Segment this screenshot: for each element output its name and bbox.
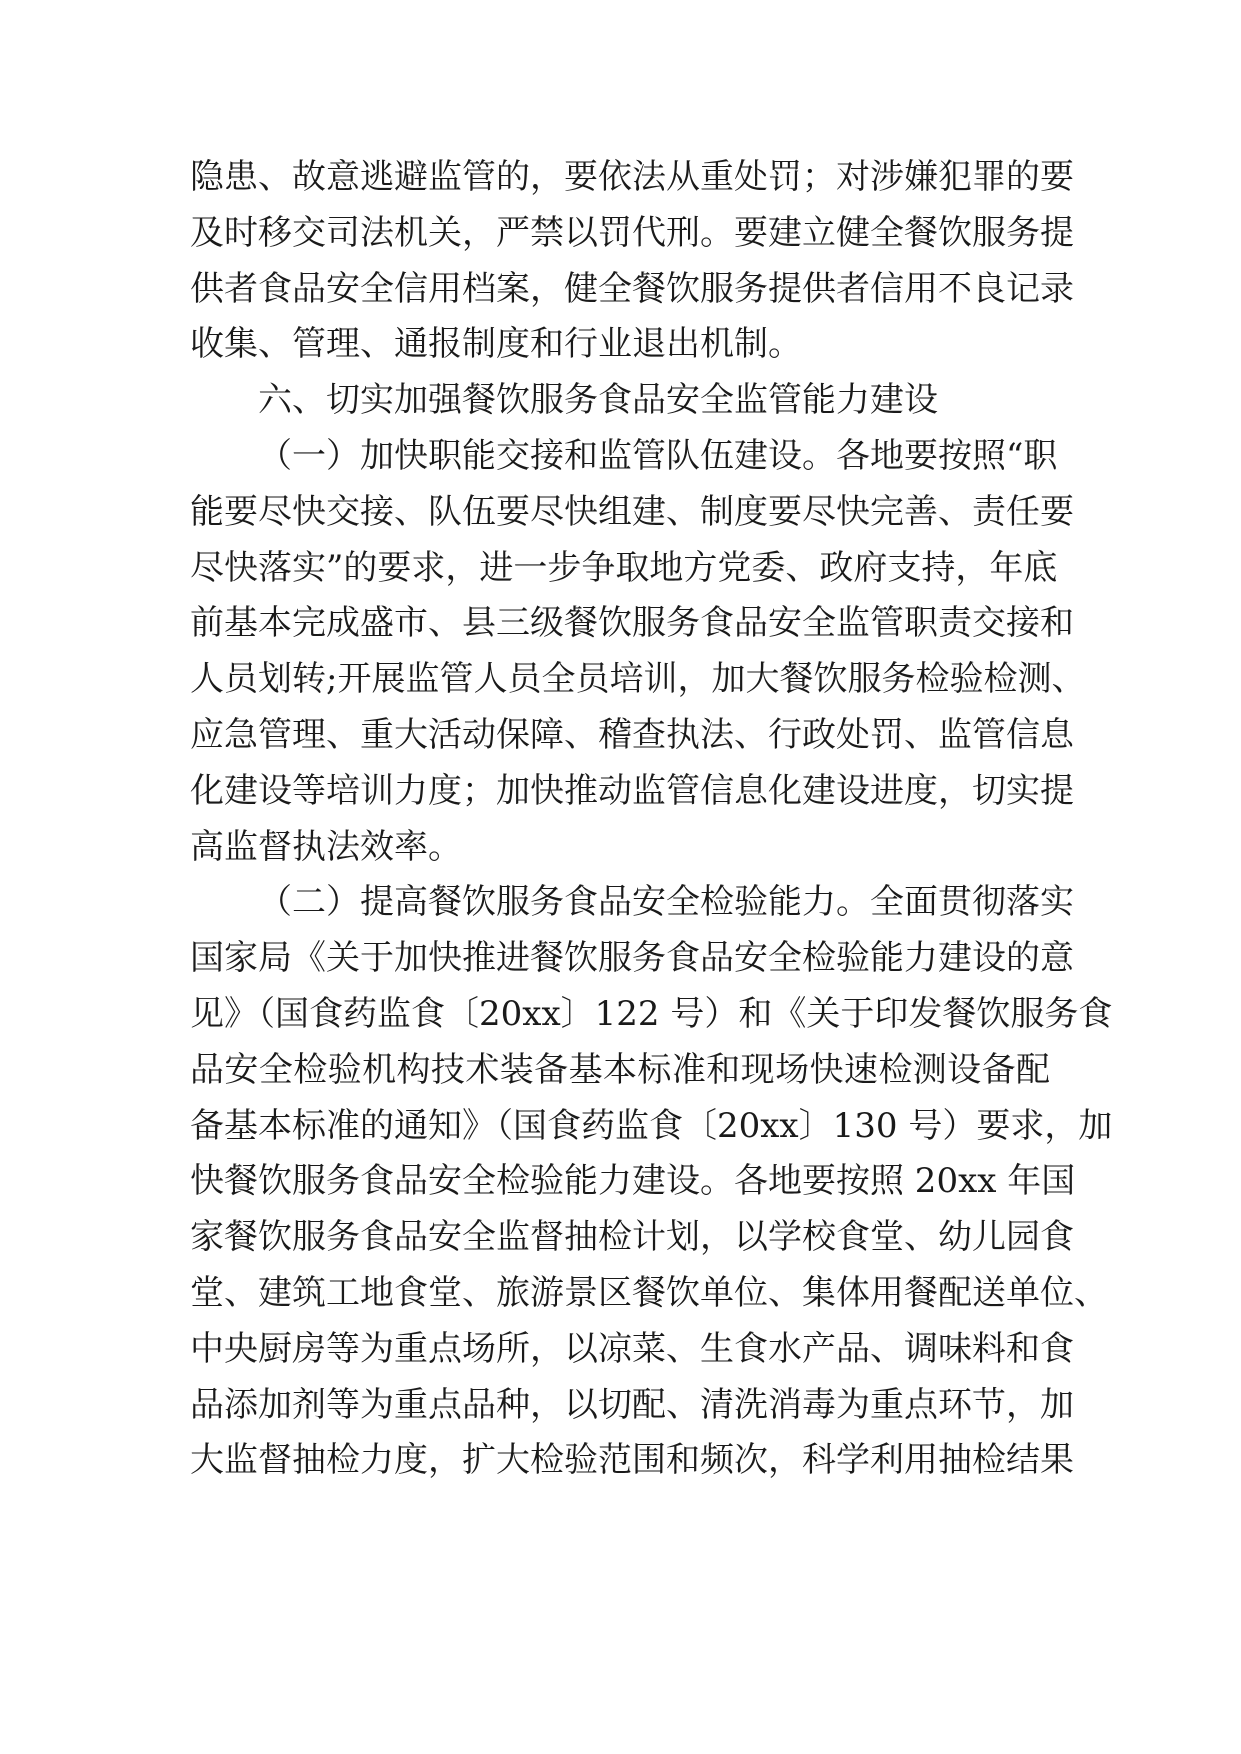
text-line: 堂、建筑工地食堂、旅游景区餐饮单位、集体用餐配送单位、 bbox=[190, 1272, 1108, 1313]
text-line: 快餐饮服务食品安全检验能力建设。各地要按照 20xx 年国 bbox=[190, 1161, 1076, 1202]
text-line: 备基本标准的通知》（国食药监食〔20xx〕130 号）要求，加 bbox=[190, 1105, 1113, 1146]
document-page bbox=[190, 150, 1113, 1489]
text-line: 化建设等培训力度；加快推动监管信息化建设进度，切实提 bbox=[190, 770, 1074, 811]
text-line: 及时移交司法机关，严禁以罚代刑。要建立健全餐饮服务提 bbox=[190, 212, 1074, 253]
text-line: 隐患、故意逃避监管的，要依法从重处罚；对涉嫌犯罪的要 bbox=[190, 157, 1074, 197]
text-line: 中央厨房等为重点场所，以凉菜、生食水产品、调味料和食 bbox=[190, 1328, 1074, 1369]
text-line: 大监督抽检力度，扩大检验范围和频次，科学利用抽检结果 bbox=[190, 1440, 1074, 1481]
text-line: 尽快落实”的要求，进一步争取地方党委、政府支持，年底 bbox=[190, 547, 1058, 588]
subsection-heading-line: （一）加快职能交接和监管队伍建设。各地要按照“职 bbox=[258, 435, 1058, 476]
text-line: 见》（国食药监食〔20xx〕122 号）和《关于印发餐饮服务食 bbox=[190, 993, 1113, 1034]
text-line: 收集、管理、通报制度和行业退出机制。 bbox=[190, 324, 802, 365]
text-line: 家餐饮服务食品安全监督抽检计划，以学校食堂、幼儿园食 bbox=[190, 1217, 1074, 1258]
text-line: 高监督执法效率。 bbox=[190, 826, 462, 867]
section-heading: 六、切实加强餐饮服务食品安全监管能力建设 bbox=[258, 380, 938, 421]
text-line: 国家局《关于加快推进餐饮服务食品安全检验能力建设的意 bbox=[190, 938, 1074, 979]
text-line: 供者食品安全信用档案，健全餐饮服务提供者信用不良记录 bbox=[190, 268, 1074, 309]
text-line: 能要尽快交接、队伍要尽快组建、制度要尽快完善、责任要 bbox=[190, 491, 1074, 532]
text-line: 品安全检验机构技术装备基本标准和现场快速检测设备配 bbox=[190, 1049, 1050, 1090]
document-body bbox=[190, 150, 1113, 1489]
text-line: 前基本完成盛市、县三级餐饮服务食品安全监管职责交接和 bbox=[190, 603, 1074, 644]
text-line: 应急管理、重大活动保障、稽查执法、行政处罚、监管信息 bbox=[190, 714, 1074, 755]
text-line: 品添加剂等为重点品种，以切配、清洗消毒为重点环节，加 bbox=[190, 1384, 1074, 1425]
text-line: 人员划转;开展监管人员全员培训，加大餐饮服务检验检测、 bbox=[190, 659, 1086, 700]
subsection-heading-line: （二）提高餐饮服务食品安全检验能力。全面贯彻落实 bbox=[258, 882, 1074, 923]
